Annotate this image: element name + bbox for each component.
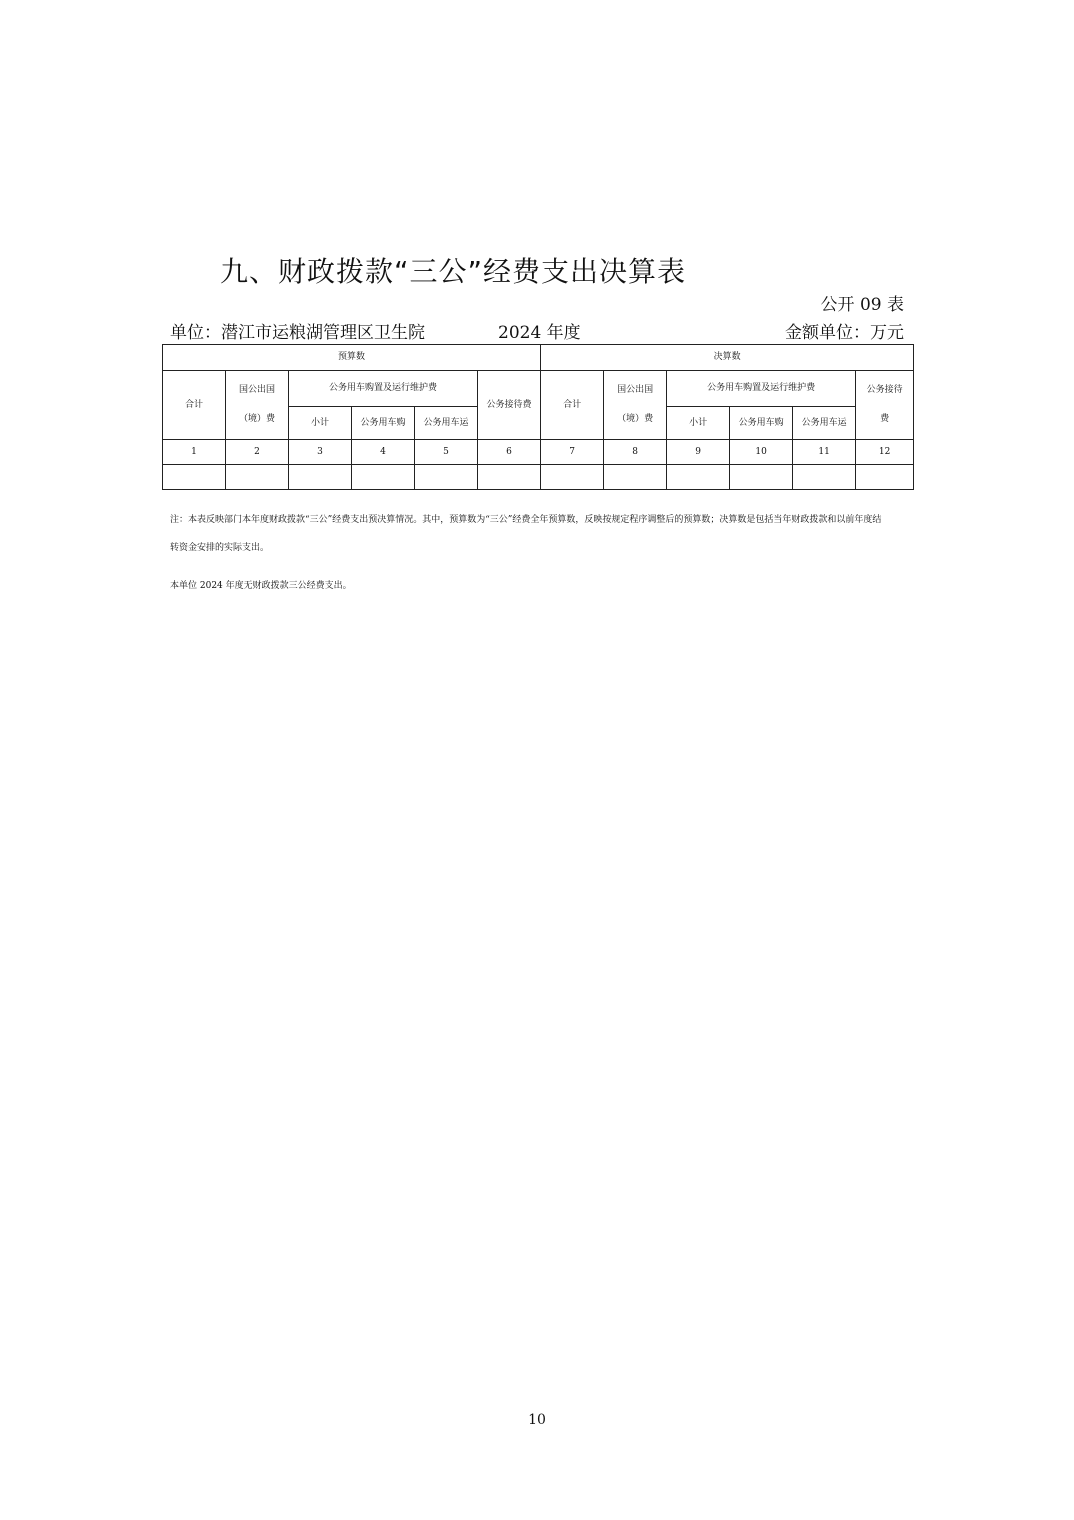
form-number: 公开 09 表: [820, 295, 904, 315]
column-number: 11: [793, 440, 856, 465]
column-number: 4: [352, 440, 415, 465]
final-vehicle-operation-header: 公务用车运: [793, 407, 856, 440]
data-cell: [478, 465, 541, 490]
budget-vehicle-purchase-header: 公务用车购: [352, 407, 415, 440]
data-cell: [226, 465, 289, 490]
data-cell: [541, 465, 604, 490]
data-cell: [352, 465, 415, 490]
column-number: 8: [604, 440, 667, 465]
currency-unit: 金额单位：万元: [785, 323, 904, 343]
unit-name: 单位：潜江市运粮湖管理区卫生院: [170, 323, 425, 343]
budget-vehicle-operation-header: 公务用车运: [415, 407, 478, 440]
column-number: 2: [226, 440, 289, 465]
page-number: 10: [528, 1412, 546, 1428]
page-title: 九、财政拨款“三公”经费支出决算表: [220, 255, 687, 288]
budget-vehicle-group-header: 公务用车购置及运行维护费: [289, 371, 478, 407]
final-abroad-header-line1: 国公出国: [617, 385, 654, 396]
table-note-line2: 转资金安排的实际支出。: [170, 543, 270, 553]
data-cell: [667, 465, 730, 490]
data-cell: [415, 465, 478, 490]
fiscal-year: 2024 年度: [498, 323, 581, 343]
final-total-header: 合计: [541, 371, 604, 440]
final-abroad-header: [604, 371, 667, 440]
table-note-line1: 注：本表反映部门本年度财政拨款“三公”经费支出预决算情况。其中，预算数为“三公”经费全年预算数，反映按规定程序调整后的预算数；决算数是包括当年财政拨款和以前年度结: [170, 515, 882, 525]
data-cell: [604, 465, 667, 490]
table-column-header-row: [163, 371, 914, 407]
final-abroad-header-line2: （境）费: [617, 414, 654, 424]
three-public-expenses-table: [162, 344, 914, 490]
final-reception-header-line2: 费: [880, 414, 890, 424]
column-number: 6: [478, 440, 541, 465]
budget-subtotal-header: 小计: [289, 407, 352, 440]
column-number: 5: [415, 440, 478, 465]
data-cell: [856, 465, 914, 490]
data-cell: [163, 465, 226, 490]
data-cell: [730, 465, 793, 490]
column-number: 12: [856, 440, 914, 465]
budget-abroad-header-line2: （境）费: [238, 414, 275, 424]
final-vehicle-purchase-header: 公务用车购: [730, 407, 793, 440]
budget-abroad-header-line1: 国公出国: [238, 385, 275, 396]
data-cell: [289, 465, 352, 490]
column-number: 10: [730, 440, 793, 465]
final-header: 决算数: [541, 345, 914, 371]
budget-reception-header: 公务接待费: [478, 371, 541, 440]
final-vehicle-group-header: 公务用车购置及运行维护费: [667, 371, 856, 407]
data-cell: [793, 465, 856, 490]
column-number: 9: [667, 440, 730, 465]
final-reception-header-line1: 公务接待: [866, 385, 903, 396]
budget-total-header: 合计: [163, 371, 226, 440]
no-expense-statement: 本单位 2024 年度无财政拨款三公经费支出。: [170, 581, 352, 591]
column-number: 7: [541, 440, 604, 465]
table-data-row: [163, 465, 914, 490]
table-group-header-row: [163, 345, 914, 371]
column-number: 1: [163, 440, 226, 465]
final-subtotal-header: 小计: [667, 407, 730, 440]
final-reception-header: [856, 371, 914, 440]
budget-header: 预算数: [163, 345, 541, 371]
column-number-row: [163, 440, 914, 465]
budget-abroad-header: [226, 371, 289, 440]
column-number: 3: [289, 440, 352, 465]
